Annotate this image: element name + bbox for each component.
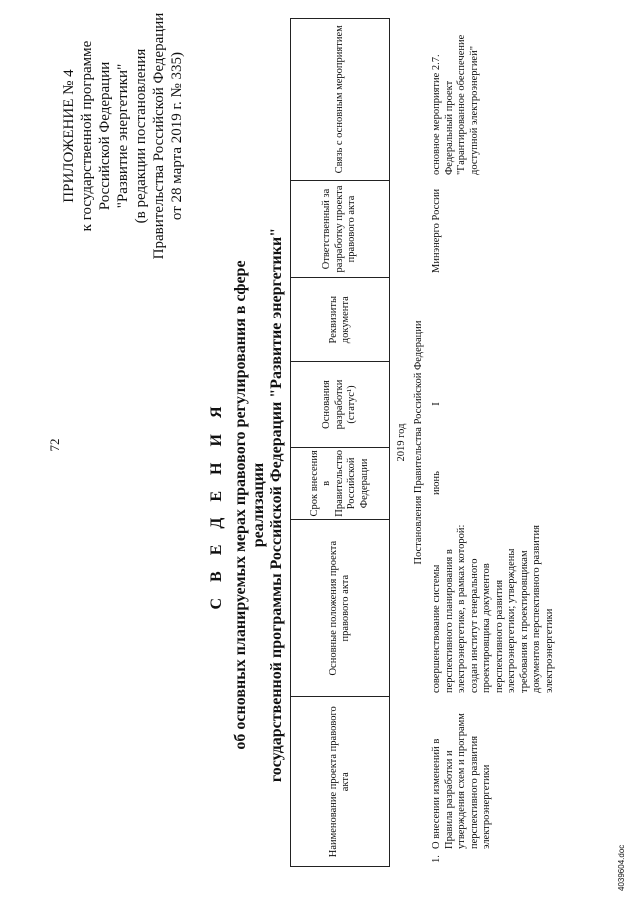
file-name: 4039604.doc bbox=[617, 844, 626, 891]
appendix-line: Российской Федерации bbox=[97, 61, 113, 211]
appendix-line: (в редакции постановления bbox=[133, 48, 149, 224]
row-number: 1. bbox=[431, 855, 442, 863]
appendix-line: к государственной программе bbox=[79, 40, 95, 232]
title-line: об основных планируемых мерах правового регулирования в сфере реализации bbox=[232, 260, 267, 750]
cell-requisites bbox=[429, 277, 558, 361]
header-deadline: Срок внесения в Правительство Российской Федерации bbox=[291, 447, 389, 519]
header-requisites: Реквизиты документа bbox=[291, 277, 389, 361]
cell-name bbox=[429, 697, 558, 867]
row-name: О внесении изменений в Правила разработки и утверждения схем и программ перспективного развития электроэнергетики bbox=[431, 713, 492, 849]
cell-link: основное мероприятие 2.7. Федеральный проект "Гарантированное обеспечение доступной электроэнергией" bbox=[431, 34, 480, 175]
title-line: государственной программы Российской Федерации "Развитие энергетики" bbox=[268, 227, 285, 783]
header-provisions: Основные положения проекта правового акта bbox=[291, 519, 389, 697]
table-header bbox=[290, 18, 390, 867]
measures-table bbox=[290, 18, 558, 867]
cell-responsible: Минэнерго России bbox=[431, 188, 442, 273]
cell-status: I bbox=[431, 402, 442, 406]
cell-provisions: совершенствование системы перспективного планирования в электроэнергетике, в рамках которой: создан институт генерального проектировщика документов перспективного развития электроэнергетики; утверждены требования к проектировщикам документов перспективного развития электроэнергетики bbox=[431, 524, 555, 693]
appendix-line: от 28 марта 2019 г. № 335) bbox=[169, 51, 185, 221]
page-number: 72 bbox=[47, 438, 62, 452]
header-status: Основания разработки (статус¹) bbox=[291, 361, 389, 447]
section-type: Постановления Правительства Российской Федерации bbox=[412, 320, 424, 565]
appendix-line: "Развитие энергетики" bbox=[115, 63, 131, 209]
appendix-block bbox=[60, 6, 186, 266]
header-link: Связь с основным мероприятием bbox=[333, 25, 345, 174]
section-year: 2019 год bbox=[396, 423, 407, 462]
table-row bbox=[429, 18, 558, 867]
header-name: Наименование проекта правового акта bbox=[291, 696, 389, 866]
title-heading: С В Е Д Е Н И Я bbox=[208, 400, 225, 610]
document-title bbox=[208, 225, 286, 785]
appendix-line: Правительства Российской Федерации bbox=[151, 12, 167, 260]
header-responsible: Ответственный за разработку проекта правового акта bbox=[291, 180, 389, 278]
appendix-line: ПРИЛОЖЕНИЕ № 4 bbox=[61, 69, 77, 203]
cell-deadline: июнь bbox=[431, 471, 442, 495]
